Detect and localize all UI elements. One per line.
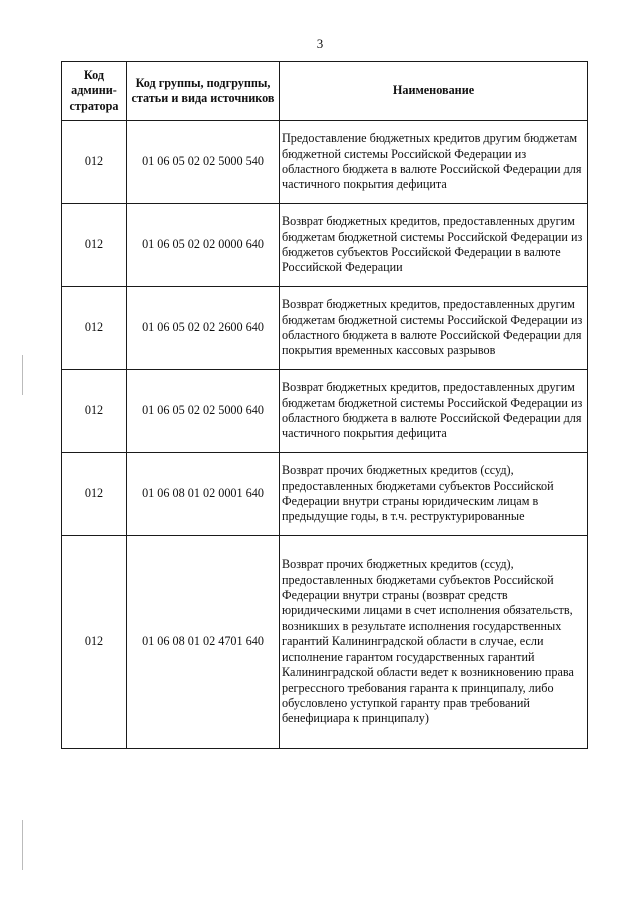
- table-row: [62, 204, 588, 287]
- source-code-cell: 01 06 05 02 02 5000 540: [127, 121, 280, 204]
- scan-margin-mark: [22, 355, 23, 395]
- source-code-cell: 01 06 05 02 02 5000 640: [127, 370, 280, 453]
- table-row: [62, 287, 588, 370]
- admin-code-cell: 012: [62, 453, 127, 536]
- table-row: [62, 536, 588, 749]
- name-cell: Возврат бюджетных кредитов, предоставленных другим бюджетам бюджетной системы Российской Федерации из областного бюджета в валюте Российской Федерации для покрытия временных кассовых разрывов: [280, 287, 588, 370]
- scan-margin-mark: [22, 820, 23, 870]
- page-number: 3: [316, 36, 324, 51]
- header-name: Наименование: [280, 62, 588, 121]
- admin-code-cell: 012: [62, 287, 127, 370]
- table-row: [62, 453, 588, 536]
- admin-code-cell: 012: [62, 370, 127, 453]
- name-cell: Возврат бюджетных кредитов, предоставленных другим бюджетам бюджетной системы Российской Федерации из бюджетов субъектов Российской Федерации в валюте Российской Федерации: [280, 204, 588, 287]
- admin-code-cell: 012: [62, 536, 127, 749]
- admin-code-cell: 012: [62, 121, 127, 204]
- table-header-row: [62, 62, 588, 121]
- name-cell: Предоставление бюджетных кредитов другим бюджетам бюджетной системы Российской Федерации из областного бюджета в валюте Российской Федерации для частичного покрытия дефицита: [280, 121, 588, 204]
- admin-code-cell: 012: [62, 204, 127, 287]
- name-cell: Возврат прочих бюджетных кредитов (ссуд), предоставленных бюджетами субъектов Российской Федерации внутри страны юридическим лицам в предыдущие годы, в т.ч. реструктурированные: [280, 453, 588, 536]
- source-code-cell: 01 06 08 01 02 0001 640: [127, 453, 280, 536]
- name-cell: Возврат бюджетных кредитов, предоставленных другим бюджетам бюджетной системы Российской Федерации из областного бюджета в валюте Российской Федерации для частичного покрытия дефицита: [280, 370, 588, 453]
- name-cell: Возврат прочих бюджетных кредитов (ссуд), предоставленных бюджетами субъектов Российской Федерации внутри страны (возврат средств юридическими лицами в счет исполнения обязательств, возникших в результате исполнения государственных гарантий Калининградской области в случае, если исполнение гарантом государственных гарантий Калининградской области ведет к возникновению права регрессного требования гаранта к принципалу, либо обусловлено уступкой гаранту прав требований бенефициара к принципалу): [280, 536, 588, 749]
- source-code-cell: 01 06 05 02 02 2600 640: [127, 287, 280, 370]
- header-admin-code: Код админи-стратора: [62, 62, 127, 121]
- source-code-cell: 01 06 08 01 02 4701 640: [127, 536, 280, 749]
- table-row: [62, 121, 588, 204]
- header-group-code: Код группы, подгруппы, статьи и вида источников: [127, 62, 280, 121]
- source-code-cell: 01 06 05 02 02 0000 640: [127, 204, 280, 287]
- budget-sources-table: [61, 61, 588, 749]
- table-row: [62, 370, 588, 453]
